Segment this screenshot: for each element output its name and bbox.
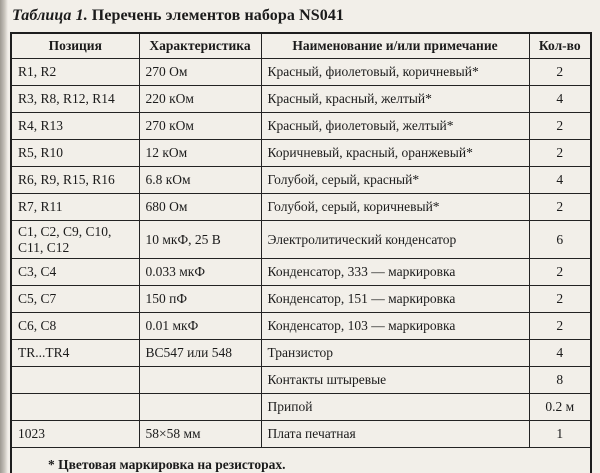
footnote-row <box>11 448 591 473</box>
footnote-text: * Цветовая маркировка на резисторах. <box>11 448 591 473</box>
cell-characteristic <box>139 394 261 421</box>
header-characteristic: Характеристика <box>139 33 261 59</box>
cell-position <box>11 394 139 421</box>
cell-name-note: Конденсатор, 103 — маркировка <box>261 313 529 340</box>
cell-name-note: Красный, красный, желтый* <box>261 86 529 113</box>
header-quantity: Кол-во <box>529 33 591 59</box>
table-row <box>11 167 591 194</box>
cell-name-note: Конденсатор, 151 — маркировка <box>261 286 529 313</box>
header-position: Позиция <box>11 33 139 59</box>
cell-name-note: Электролитический конденсатор <box>261 221 529 259</box>
cell-position: R3, R8, R12, R14 <box>11 86 139 113</box>
table-row <box>11 59 591 86</box>
table-body <box>11 59 591 448</box>
cell-quantity: 2 <box>529 59 591 86</box>
cell-characteristic: 10 мкФ, 25 В <box>139 221 261 259</box>
table-row <box>11 421 591 448</box>
cell-quantity: 1 <box>529 421 591 448</box>
cell-position: R1, R2 <box>11 59 139 86</box>
table-title-text: Перечень элементов набора NS041 <box>91 7 345 24</box>
table-row <box>11 286 591 313</box>
cell-quantity: 6 <box>529 221 591 259</box>
cell-characteristic: BC547 или 548 <box>139 340 261 367</box>
cell-name-note: Плата печатная <box>261 421 529 448</box>
cell-characteristic: 6.8 кОм <box>139 167 261 194</box>
cell-quantity: 4 <box>529 86 591 113</box>
cell-characteristic: 58×58 мм <box>139 421 261 448</box>
cell-quantity: 2 <box>529 194 591 221</box>
cell-characteristic: 150 пФ <box>139 286 261 313</box>
cell-name-note: Красный, фиолетовый, коричневый* <box>261 59 529 86</box>
cell-characteristic: 270 Ом <box>139 59 261 86</box>
table-row <box>11 113 591 140</box>
table-row <box>11 367 591 394</box>
cell-quantity: 2 <box>529 113 591 140</box>
cell-quantity: 4 <box>529 340 591 367</box>
header-name-note: Наименование и/или примечание <box>261 33 529 59</box>
cell-quantity: 8 <box>529 367 591 394</box>
cell-position <box>11 367 139 394</box>
cell-characteristic: 0.033 мкФ <box>139 259 261 286</box>
scan-edge-shadow <box>0 0 8 473</box>
table-row <box>11 340 591 367</box>
cell-quantity: 4 <box>529 167 591 194</box>
cell-name-note: Транзистор <box>261 340 529 367</box>
parts-table <box>10 32 592 473</box>
cell-position: C3, C4 <box>11 259 139 286</box>
cell-name-note: Конденсатор, 333 — маркировка <box>261 259 529 286</box>
cell-characteristic <box>139 367 261 394</box>
cell-characteristic: 220 кОм <box>139 86 261 113</box>
table-row <box>11 259 591 286</box>
cell-position: R5, R10 <box>11 140 139 167</box>
table-row <box>11 221 591 259</box>
cell-name-note: Голубой, серый, красный* <box>261 167 529 194</box>
cell-position: 1023 <box>11 421 139 448</box>
cell-quantity: 2 <box>529 140 591 167</box>
table-row <box>11 140 591 167</box>
page-title <box>0 0 600 32</box>
cell-name-note: Красный, фиолетовый, желтый* <box>261 113 529 140</box>
cell-quantity: 2 <box>529 286 591 313</box>
cell-name-note: Голубой, серый, коричневый* <box>261 194 529 221</box>
table-row <box>11 394 591 421</box>
table-row <box>11 194 591 221</box>
cell-name-note: Контакты штыревые <box>261 367 529 394</box>
table-header <box>11 33 591 59</box>
cell-characteristic: 0.01 мкФ <box>139 313 261 340</box>
cell-characteristic: 270 кОм <box>139 113 261 140</box>
cell-quantity: 0.2 м <box>529 394 591 421</box>
table-row <box>11 313 591 340</box>
cell-position: C6, C8 <box>11 313 139 340</box>
cell-characteristic: 680 Ом <box>139 194 261 221</box>
cell-position: R4, R13 <box>11 113 139 140</box>
table-row <box>11 86 591 113</box>
cell-quantity: 2 <box>529 313 591 340</box>
cell-quantity: 2 <box>529 259 591 286</box>
cell-characteristic: 12 кОм <box>139 140 261 167</box>
cell-position: C5, C7 <box>11 286 139 313</box>
header-row <box>11 33 591 59</box>
table-footer <box>11 448 591 473</box>
cell-name-note: Припой <box>261 394 529 421</box>
cell-position: C1, C2, C9, C10, C11, C12 <box>11 221 139 259</box>
cell-position: TR...TR4 <box>11 340 139 367</box>
cell-position: R6, R9, R15, R16 <box>11 167 139 194</box>
table-number-label: Таблица 1. <box>12 7 88 24</box>
cell-position: R7, R11 <box>11 194 139 221</box>
cell-name-note: Коричневый, красный, оранжевый* <box>261 140 529 167</box>
